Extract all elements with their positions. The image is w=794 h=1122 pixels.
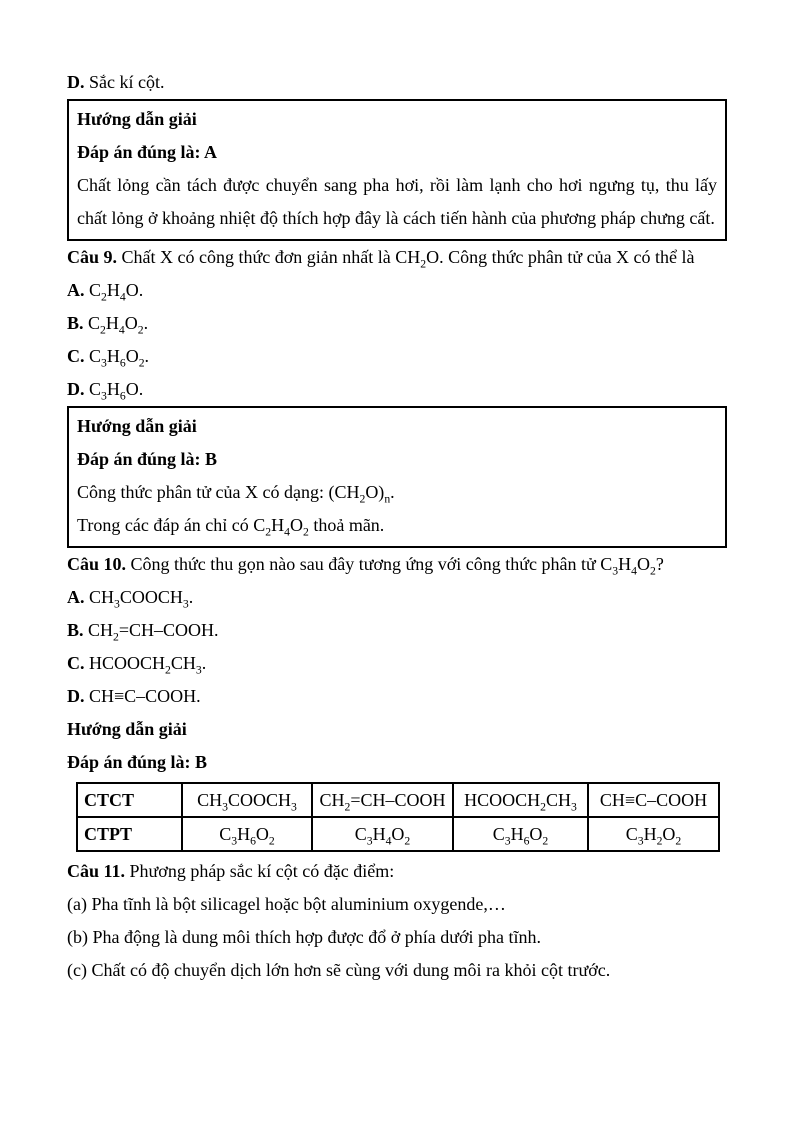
solution-box-q9 bbox=[67, 406, 727, 548]
option-label: D. bbox=[67, 72, 85, 92]
table-row-ctct bbox=[77, 783, 719, 817]
q9-option-b bbox=[67, 307, 727, 340]
q11-statement-c: (c) Chất có độ chuyển dịch lớn hơn sẽ cùng với dung môi ra khỏi cột trước. bbox=[67, 960, 611, 980]
table-cell: $C_3H_6O_2$ bbox=[453, 817, 588, 851]
question-10 bbox=[67, 548, 727, 581]
option-label: C. bbox=[67, 653, 85, 673]
option-text: $HCOOCH_2CH_3$. bbox=[89, 653, 207, 677]
table-cell: $C_3H_2O_2$ bbox=[588, 817, 719, 851]
correct-answer-line: Đáp án đúng là: A bbox=[77, 142, 218, 162]
option-label: D. bbox=[67, 379, 85, 399]
table-cell: $C_3H_6O_2$ bbox=[182, 817, 312, 851]
table-cell: CH≡C–COOH bbox=[588, 783, 719, 817]
option-text: Sắc kí cột. bbox=[89, 72, 165, 92]
table-cell: $C_3H_4O_2$ bbox=[312, 817, 453, 851]
solution-heading: Hướng dẫn giải bbox=[77, 109, 197, 129]
option-label: C. bbox=[67, 346, 85, 366]
q9-option-d bbox=[67, 373, 727, 406]
question-11 bbox=[67, 855, 727, 888]
option-label: A. bbox=[67, 587, 85, 607]
question-9 bbox=[67, 241, 727, 274]
solution-heading-q10: Hướng dẫn giải bbox=[67, 719, 187, 739]
q9-option-c bbox=[67, 340, 727, 373]
option-text: $CH_3COOCH_3$. bbox=[89, 587, 194, 611]
row-header: CTCT bbox=[77, 783, 182, 817]
answer-option-d-top bbox=[67, 66, 727, 99]
q9-option-a bbox=[67, 274, 727, 307]
row-header: CTPT bbox=[77, 817, 182, 851]
q11-statement-b: (b) Pha động là dung môi thích hợp được đổ ở phía dưới pha tĩnh. bbox=[67, 927, 542, 947]
solution-text: Chất lỏng cần tách được chuyển sang pha hơi, rồi làm lạnh cho hơi ngưng tụ, thu lấy chất lỏng ở khoảng nhiệt độ thích hợp đây là cách tiến hành của phương pháp chưng cất. bbox=[77, 175, 717, 228]
option-text: $CH_2=CH$–COOH. bbox=[88, 620, 219, 644]
solution-box-q8 bbox=[67, 99, 727, 241]
option-label: A. bbox=[67, 280, 85, 300]
solution-heading: Hướng dẫn giải bbox=[77, 416, 197, 436]
question-text: Công thức thu gọn nào sau đây tương ứng với công thức phân tử $C_3H_4O_2$? bbox=[130, 554, 664, 578]
option-label: B. bbox=[67, 620, 84, 640]
question-text: Chất X có công thức đơn giản nhất là $CH_2O$. Công thức phân tử của X có thể là bbox=[121, 247, 695, 271]
option-text: $C_3H_6O_2$. bbox=[89, 346, 150, 370]
q10-option-d bbox=[67, 680, 727, 713]
formula-table bbox=[76, 782, 720, 852]
solution-text-line2: Trong các đáp án chỉ có $C_2H_4O_2$ thoả mãn. bbox=[77, 515, 385, 539]
question-label: Câu 9. bbox=[67, 247, 118, 267]
table-row-ctpt bbox=[77, 817, 719, 851]
question-label: Câu 10. bbox=[67, 554, 127, 574]
option-text: $C_3H_6O$. bbox=[89, 379, 144, 403]
correct-answer-line: Đáp án đúng là: B bbox=[77, 449, 218, 469]
solution-text-line1: Công thức phân tử của X có dạng: $(CH_2O)_n$. bbox=[77, 482, 395, 506]
q10-option-b bbox=[67, 614, 727, 647]
option-label: D. bbox=[67, 686, 85, 706]
correct-answer-line-q10: Đáp án đúng là: B bbox=[67, 752, 208, 772]
q10-option-a bbox=[67, 581, 727, 614]
option-text: $C_2H_4O_2$. bbox=[88, 313, 149, 337]
question-label: Câu 11. bbox=[67, 861, 126, 881]
table-cell: $HCOOCH_2CH_3$ bbox=[453, 783, 588, 817]
table-cell: $CH_3COOCH_3$ bbox=[182, 783, 312, 817]
option-label: B. bbox=[67, 313, 84, 333]
option-text: CH≡C–COOH. bbox=[89, 686, 201, 706]
question-text: Phương pháp sắc kí cột có đặc điểm: bbox=[129, 861, 395, 881]
table-cell: $CH_2=CH$–COOH bbox=[312, 783, 453, 817]
q11-statement-a: (a) Pha tĩnh là bột silicagel hoặc bột aluminium oxygende,… bbox=[67, 894, 506, 914]
option-text: $C_2H_4O$. bbox=[89, 280, 144, 304]
q10-option-c bbox=[67, 647, 727, 680]
